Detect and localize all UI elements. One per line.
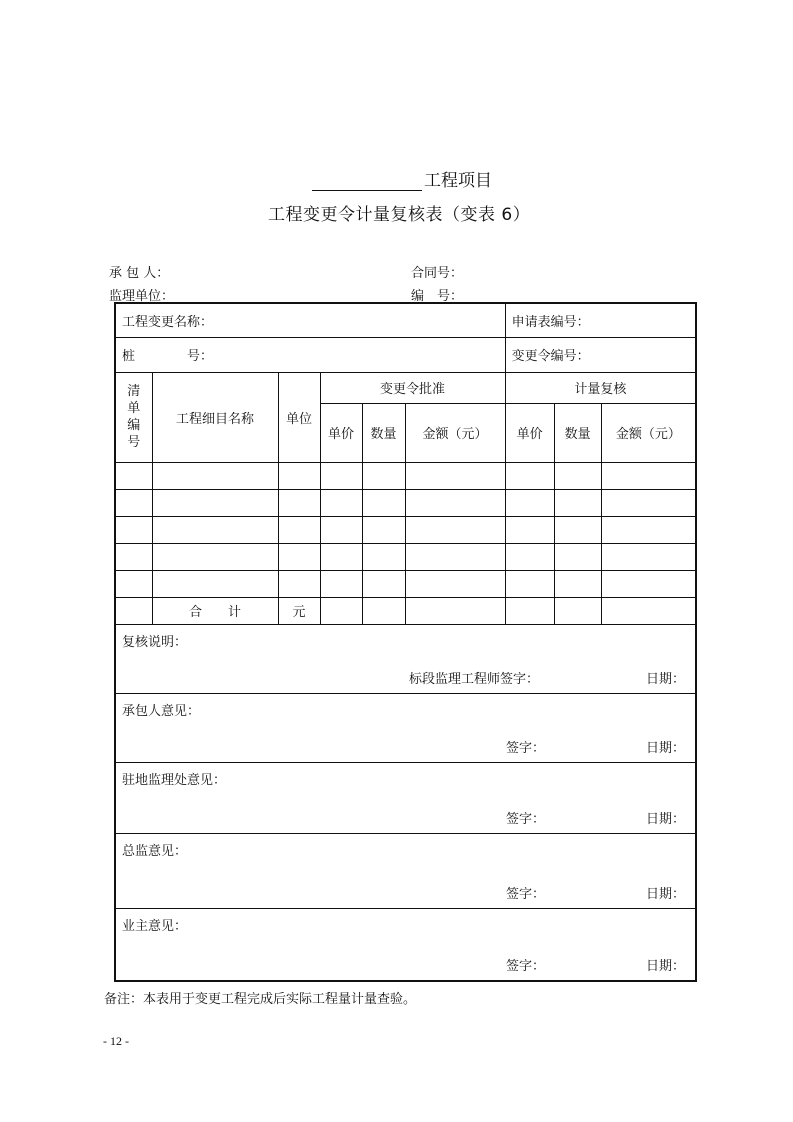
owner-opinion-section[interactable] — [115, 908, 696, 981]
table-cell[interactable] — [320, 597, 362, 624]
table-cell[interactable] — [601, 516, 696, 543]
review-quantity-header: 数量 — [554, 403, 601, 462]
review-notes-title: 复核说明： — [122, 634, 188, 650]
project-title-line — [312, 166, 492, 191]
table-row — [115, 516, 696, 543]
footnote: 备注：本表用于变更工程完成后实际工程量计量查验。 — [104, 992, 417, 1007]
application-no-cell: 申请表编号： — [505, 303, 696, 337]
table-row — [115, 570, 696, 597]
total-row — [115, 597, 696, 624]
engineer-signature-label: 标段监理工程师签字： — [409, 671, 540, 687]
unit-header: 单位 — [278, 372, 320, 462]
table-row — [115, 543, 696, 570]
table-cell[interactable] — [152, 489, 278, 516]
approval-amount-header: 金额（元） — [405, 403, 505, 462]
table-cell[interactable] — [601, 570, 696, 597]
table-cell[interactable] — [115, 570, 152, 597]
table-cell[interactable] — [554, 516, 601, 543]
resident-supervision-opinion-section[interactable] — [115, 762, 696, 833]
signature-label: 签字： — [506, 740, 546, 756]
change-order-review-table — [114, 302, 697, 982]
approval-unit-price-header: 单价 — [320, 403, 362, 462]
table-cell[interactable] — [320, 570, 362, 597]
table-cell[interactable] — [405, 462, 505, 489]
table-cell[interactable] — [505, 570, 554, 597]
table-cell[interactable] — [554, 570, 601, 597]
table-cell[interactable] — [601, 543, 696, 570]
review-unit-price-header: 单价 — [505, 403, 554, 462]
table-cell[interactable] — [278, 489, 320, 516]
table-cell[interactable] — [152, 516, 278, 543]
table-cell[interactable] — [320, 516, 362, 543]
table-cell[interactable] — [115, 516, 152, 543]
serial-no-label: 编 号： — [411, 289, 464, 304]
table-row — [115, 489, 696, 516]
chief-supervisor-opinion-title: 总监意见： — [122, 843, 188, 859]
signature-label: 签字： — [506, 811, 546, 827]
table-cell[interactable] — [362, 597, 405, 624]
chief-supervisor-opinion-section[interactable] — [115, 833, 696, 908]
table-cell[interactable] — [554, 597, 601, 624]
table-row — [115, 462, 696, 489]
contractor-opinion-title: 承包人意见： — [122, 703, 201, 719]
list-no-header: 清 单 编 号 — [115, 372, 152, 462]
change-approval-group-header: 变更令批准 — [320, 372, 505, 403]
table-cell[interactable] — [320, 543, 362, 570]
table-cell[interactable] — [278, 462, 320, 489]
measure-review-group-header: 计量复核 — [505, 372, 696, 403]
contractor-label: 承 包 人： — [109, 266, 170, 281]
table-cell[interactable] — [362, 543, 405, 570]
change-name-cell: 工程变更名称： — [115, 303, 505, 337]
signature-label: 签字： — [506, 959, 546, 974]
signature-label: 签字： — [506, 886, 546, 902]
table-cell[interactable] — [320, 489, 362, 516]
date-label: 日期： — [646, 811, 686, 827]
table-cell[interactable] — [505, 516, 554, 543]
table-cell[interactable] — [152, 543, 278, 570]
table-cell[interactable] — [505, 489, 554, 516]
table-cell[interactable] — [115, 462, 152, 489]
table-cell[interactable] — [362, 570, 405, 597]
table-cell[interactable] — [405, 489, 505, 516]
date-label: 日期： — [646, 671, 686, 687]
resident-supervision-opinion-title: 驻地监理处意见： — [122, 772, 227, 788]
date-label: 日期： — [646, 886, 686, 902]
table-cell[interactable] — [554, 462, 601, 489]
supervisor-unit-label: 监理单位： — [109, 289, 175, 304]
table-cell[interactable] — [278, 543, 320, 570]
project-title-suffix: 工程项目 — [424, 171, 492, 191]
table-cell[interactable] — [278, 516, 320, 543]
table-cell[interactable] — [601, 597, 696, 624]
total-label: 合 计 — [152, 597, 278, 624]
station-no-cell: 桩 号： — [115, 337, 505, 372]
change-order-no-cell: 变更令编号： — [505, 337, 696, 372]
date-label: 日期： — [646, 959, 686, 974]
table-cell[interactable] — [601, 489, 696, 516]
project-name-blank — [312, 173, 422, 191]
table-cell[interactable] — [115, 597, 152, 624]
table-cell[interactable] — [405, 570, 505, 597]
review-notes-section[interactable] — [115, 624, 696, 693]
table-cell[interactable] — [362, 489, 405, 516]
approval-quantity-header: 数量 — [362, 403, 405, 462]
table-cell[interactable] — [115, 543, 152, 570]
table-cell[interactable] — [505, 597, 554, 624]
table-cell[interactable] — [405, 597, 505, 624]
total-unit: 元 — [278, 597, 320, 624]
contractor-opinion-section[interactable] — [115, 693, 696, 762]
table-cell[interactable] — [505, 543, 554, 570]
table-cell[interactable] — [601, 462, 696, 489]
table-cell[interactable] — [362, 516, 405, 543]
table-cell[interactable] — [362, 462, 405, 489]
contract-no-label: 合同号： — [411, 266, 464, 281]
table-cell[interactable] — [554, 543, 601, 570]
date-label: 日期： — [646, 740, 686, 756]
form-title: 工程变更令计量复核表（变表 6） — [268, 205, 531, 225]
table-cell[interactable] — [320, 462, 362, 489]
owner-opinion-title: 业主意见： — [122, 918, 188, 934]
table-cell[interactable] — [152, 570, 278, 597]
table-cell[interactable] — [554, 489, 601, 516]
table-cell[interactable] — [278, 570, 320, 597]
table-cell[interactable] — [505, 462, 554, 489]
table-cell[interactable] — [405, 516, 505, 543]
page-number: - 12 - — [103, 1034, 129, 1048]
table-cell[interactable] — [115, 489, 152, 516]
item-name-header: 工程细目名称 — [152, 372, 278, 462]
review-amount-header: 金额（元） — [601, 403, 696, 462]
table-cell[interactable] — [152, 462, 278, 489]
table-cell[interactable] — [405, 543, 505, 570]
